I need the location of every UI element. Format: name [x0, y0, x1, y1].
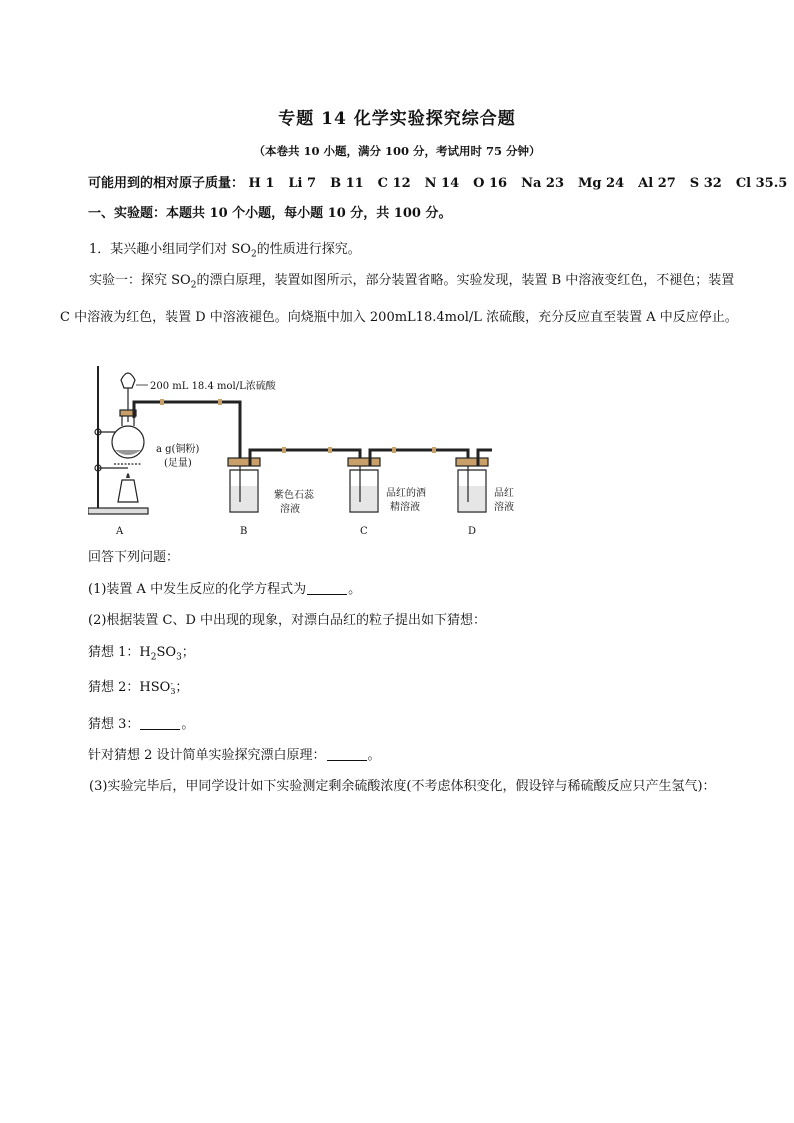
label-c-2: 精溶液: [390, 502, 420, 513]
answer-blank-3[interactable]: [327, 746, 367, 761]
page-subtitle: （本卷共 10 小题，满分 100 分，考试用时 75 分钟）: [253, 144, 541, 158]
atomic-mass-item: S 32: [689, 176, 722, 191]
atomic-mass-item: N 14: [424, 176, 460, 191]
atomic-masses-prefix: 可能用到的相对原子质量：: [88, 176, 245, 191]
label-c-1: 品红的酒: [386, 488, 426, 499]
label-acid: 200 mL 18.4 mol/L浓硫酸: [150, 381, 276, 392]
tube-c-d: [370, 450, 468, 466]
letter-d: D: [468, 526, 477, 537]
apparatus-figure: [88, 362, 528, 540]
guess-1: 猜想 1：$H_2SO_3$；: [88, 645, 195, 663]
flame: [126, 473, 130, 478]
atomic-mass-item: Cl 35.5: [735, 176, 788, 191]
atomic-mass-item: Al 27: [638, 176, 676, 191]
answer-blank-1[interactable]: [307, 580, 347, 595]
sub-question-2: (2)根据装置 C、D 中出现的现象，对漂白品红的粒子提出如下猜想：: [88, 613, 487, 628]
answer-blank-2[interactable]: [140, 715, 180, 730]
letter-b: B: [240, 526, 248, 537]
atomic-mass-item: C 12: [377, 176, 411, 191]
sub-question-1: (1)装置 A 中发生反应的化学方程式为 。: [88, 582, 362, 597]
guess-3: 猜想 3： 。: [88, 717, 195, 732]
page-title: 专题 14 化学实验探究综合题: [278, 109, 516, 129]
atomic-mass-item: H 1: [248, 176, 275, 191]
atomic-masses-line: [88, 174, 794, 194]
label-b-2: 溶液: [280, 504, 300, 515]
atomic-mass-item: Li 7: [288, 176, 317, 191]
section-heading: 一、实验题：本题共 10 个小题，每小题 10 分，共 100 分。: [88, 206, 452, 221]
atomic-masses-list: [249, 176, 794, 191]
tube-b-c: [250, 450, 360, 466]
letter-a: A: [116, 526, 124, 537]
letter-c: C: [360, 526, 368, 537]
label-copper: a g(铜粉): [156, 444, 200, 455]
design-prompt: 针对猜想 2 设计简单实验探究漂白原理： 。: [88, 748, 381, 763]
question-1-intro: 1．某兴趣小组同学们对 $SO_2$的性质进行探究。: [89, 242, 361, 260]
label-d-1: 品红: [494, 488, 514, 499]
experiment-1-text: 实验一：探究 $SO_2$的漂白原理，装置如图所示，部分装置省略。实验发现，装置 B 中溶液变红色，不褪色；装置 C 中溶液为红色，装置 D 中溶液褪色。向烧瓶中加入 200mL18.4mol/L 浓硫酸，充分反应直至装置 A 中反应停止。: [60, 273, 738, 325]
stopper-c: [348, 458, 380, 466]
stand-base: [88, 508, 148, 514]
sub-question-3: (3)实验完毕后，甲同学设计如下实验测定剩余硫酸浓度(不考虑体积变化，假设锌与稀硫酸反应只产生氢气)：: [89, 779, 716, 794]
atomic-mass-item: Mg 24: [578, 176, 625, 191]
dropping-funnel: [121, 373, 135, 388]
atomic-mass-item: Na 23: [521, 176, 565, 191]
guess-2: 猜想 2：HSO- 3；: [88, 679, 189, 696]
alcohol-lamp: [118, 480, 138, 502]
label-d-2: 溶液: [494, 502, 514, 513]
atomic-mass-item: O 16: [473, 176, 508, 191]
stopper-d: [456, 458, 488, 466]
answer-prompt: 回答下列问题：: [88, 550, 180, 565]
label-excess: (足量): [164, 458, 192, 469]
stopper-b: [228, 458, 260, 466]
atomic-mass-item: B 11: [330, 176, 364, 191]
label-b-1: 紫色石蕊: [274, 490, 314, 501]
